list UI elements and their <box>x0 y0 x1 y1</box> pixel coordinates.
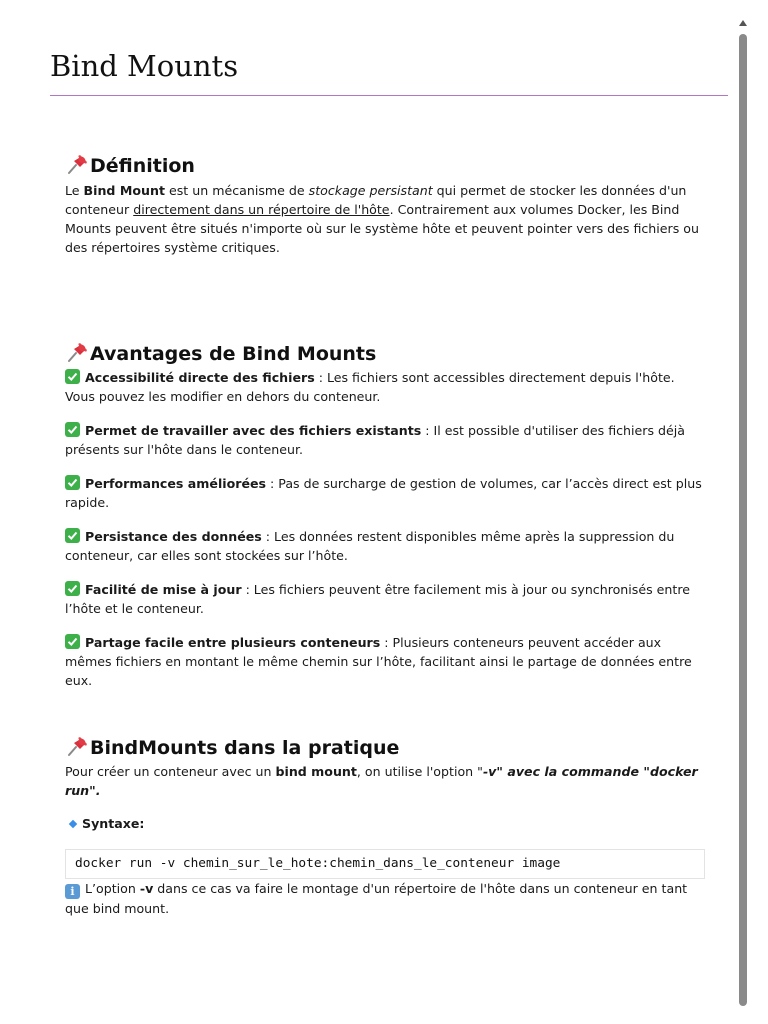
check-mark-icon <box>65 369 80 384</box>
definition-underlined-text: directement dans un répertoire de l'hôte <box>133 202 390 217</box>
note-bold-option: -v <box>139 881 154 896</box>
advantage-description: : Les données restent disponibles même après la suppression du conteneur, car elles sont stockées sur l’hôte. <box>65 529 675 563</box>
document-content <box>65 152 705 918</box>
note-text-part: dans ce cas va faire le montage d'un répertoire de l'hôte dans un conteneur en tant que bind mount. <box>65 881 688 916</box>
scroll-up-arrow-icon[interactable] <box>739 20 747 26</box>
advantage-description: : Plusieurs conteneurs peuvent accéder aux mêmes fichiers en montant le même chemin sur l’hôte, facilitant ainsi le partage de données entre eux. <box>65 635 692 688</box>
definition-italic-term: stockage persistant <box>308 183 433 198</box>
advantage-title: Accessibilité directe des fichiers <box>85 370 315 385</box>
pushpin-icon <box>65 341 90 363</box>
advantage-item <box>65 421 705 459</box>
advantage-description: : Les fichiers sont accessibles directement depuis l'hôte. Vous pouvez les modifier en dehors du conteneur. <box>65 370 675 404</box>
syntax-label: Syntaxe: <box>82 816 145 831</box>
section-definition <box>65 152 705 257</box>
check-mark-icon <box>65 634 80 649</box>
practice-intro <box>65 762 705 800</box>
syntax-label-row <box>70 814 705 833</box>
scrollbar-thumb[interactable] <box>739 34 747 1006</box>
definition-text-part: . Contrairement aux volumes Docker, les Bind Mounts peuvent être situés n'importe où sur le système hôte et peuvent pointer vers des fichiers ou des répertoires système critiques. <box>65 202 699 255</box>
section-advantages <box>65 340 705 690</box>
advantage-item <box>65 633 705 690</box>
check-mark-icon <box>65 475 80 490</box>
note-text-part: L’option <box>85 881 140 896</box>
definition-paragraph <box>65 181 705 257</box>
section-heading-advantages <box>65 340 705 368</box>
check-mark-icon <box>65 528 80 543</box>
advantage-item <box>65 474 705 512</box>
section-practice <box>65 734 705 918</box>
definition-text-part: qui permet de stocker les données d'un conteneur <box>65 183 687 217</box>
practice-bold-term: bind mount <box>275 764 357 779</box>
advantage-description: : Les fichiers peuvent être facilement mis à jour ou synchronisés entre l’hôte et le conteneur. <box>65 582 690 616</box>
practice-italic-quote: " <box>477 764 483 779</box>
advantage-description: : Pas de surcharge de gestion de volumes, car l’accès direct est plus rapide. <box>65 476 702 510</box>
pushpin-icon <box>65 735 90 757</box>
title-divider <box>50 95 728 96</box>
section-heading-definition <box>65 152 705 180</box>
practice-bold-italic-command: -v" avec la commande "docker run". <box>65 764 698 798</box>
section-heading-advantages-text: Avantages de Bind Mounts <box>90 343 377 365</box>
advantage-item <box>65 580 705 618</box>
small-blue-diamond-icon <box>69 819 77 827</box>
definition-text-part: Le <box>65 183 84 198</box>
advantage-item <box>65 368 705 406</box>
code-block[interactable]: docker run -v chemin_sur_le_hote:chemin_dans_le_conteneur image <box>65 849 705 879</box>
practice-text-part: , on utilise l'option <box>356 764 478 779</box>
check-mark-icon <box>65 422 80 437</box>
vertical-scrollbar[interactable] <box>736 0 750 1024</box>
pushpin-icon <box>65 153 90 175</box>
advantage-title: Permet de travailler avec des fichiers existants <box>85 423 422 438</box>
advantage-description: : Il est possible d'utiliser des fichiers déjà présents sur l'hôte dans le conteneur. <box>65 423 685 457</box>
info-note <box>65 879 705 918</box>
check-mark-icon <box>65 581 80 596</box>
section-heading-practice <box>65 734 705 762</box>
section-heading-practice-text: BindMounts dans la pratique <box>90 737 400 759</box>
section-heading-definition-text: Définition <box>90 155 195 177</box>
advantage-title: Facilité de mise à jour <box>85 582 242 597</box>
advantage-title: Performances améliorées <box>85 476 267 491</box>
advantage-item <box>65 527 705 565</box>
page-title: Bind Mounts <box>50 49 239 83</box>
definition-text-part: est un mécanisme de <box>164 183 309 198</box>
practice-text-part: Pour créer un conteneur avec un <box>65 764 276 779</box>
definition-bold-term: Bind Mount <box>83 183 165 198</box>
advantage-title: Persistance des données <box>85 529 262 544</box>
advantage-title: Partage facile entre plusieurs conteneurs <box>85 635 381 650</box>
information-icon: i <box>65 884 80 899</box>
